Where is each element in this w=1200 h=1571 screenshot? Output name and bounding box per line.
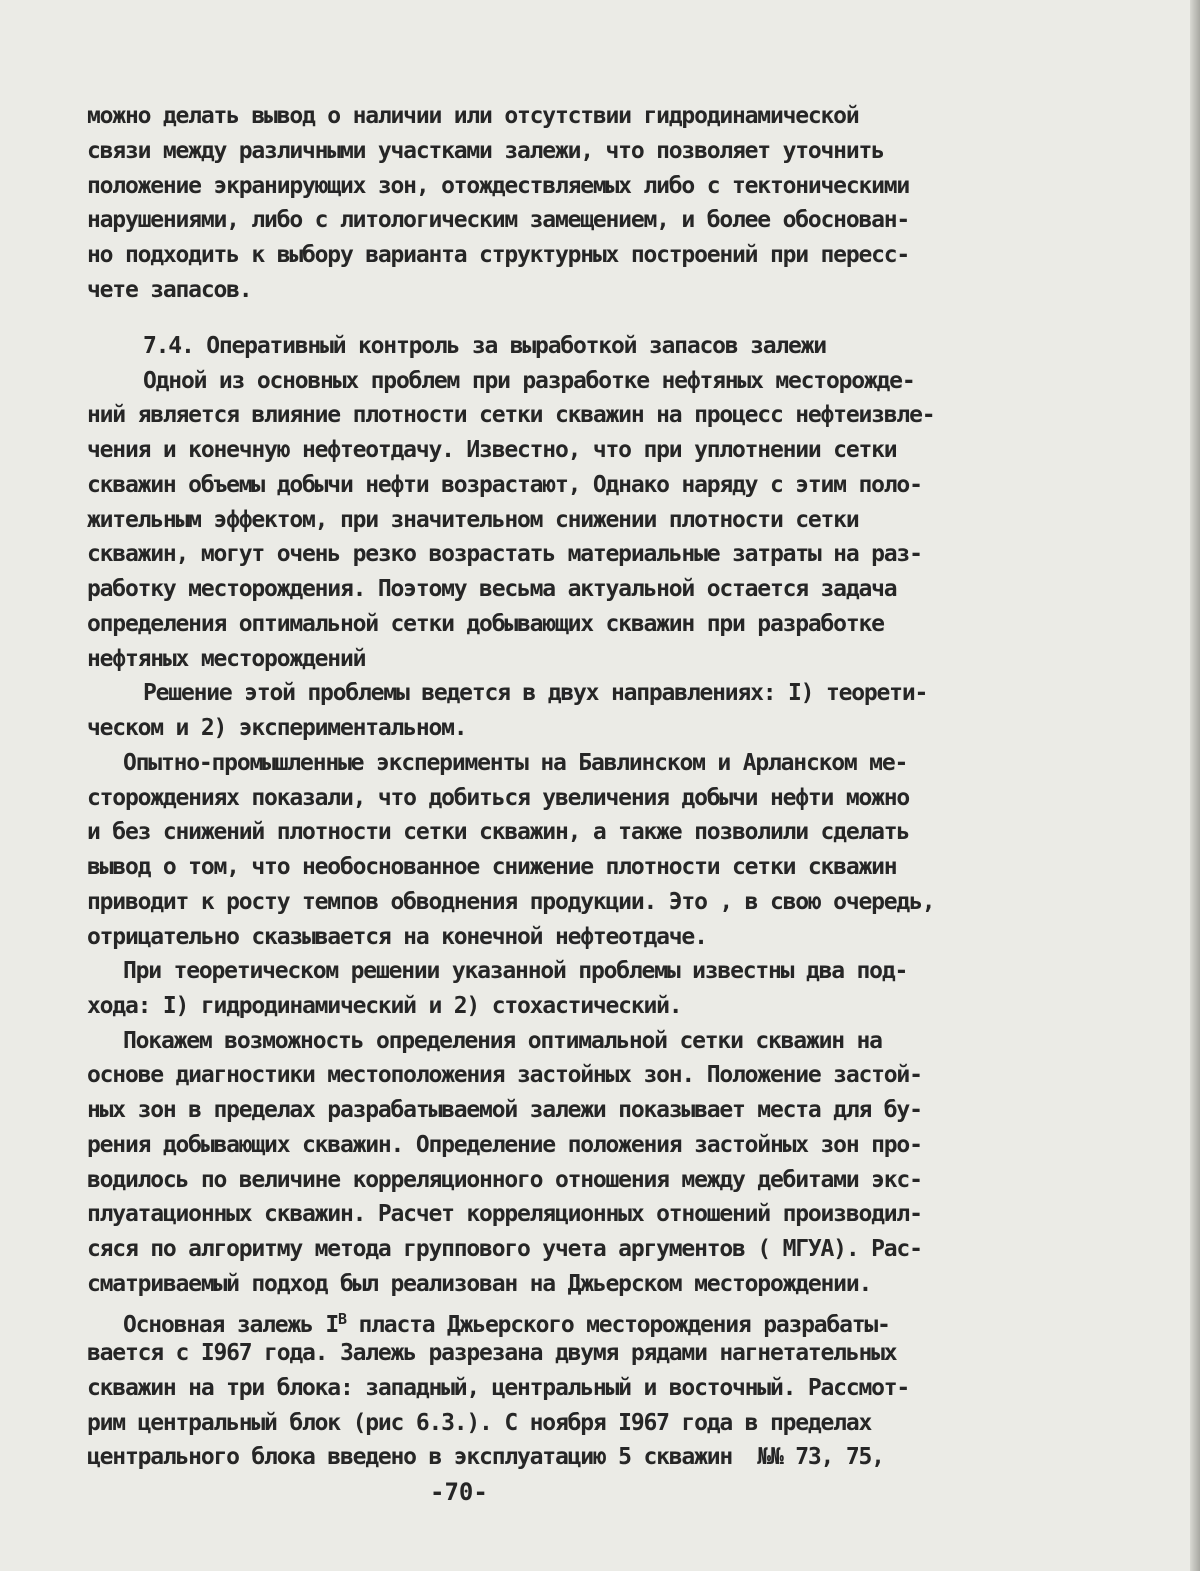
text-line: Одной из основных проблем при разработке нефтяных месторожде- xyxy=(143,368,915,394)
text-line: скважин объемы добычи нефти возрастают, Однако наряду с этим поло- xyxy=(87,472,922,498)
text-line: Решение этой проблемы ведется в двух направлениях: I) теорети- xyxy=(143,680,928,706)
text-line: ческом и 2) экспериментальном. xyxy=(87,715,467,741)
text-line: вывод о том, что необоснованное снижение плотности сетки скважин xyxy=(87,854,897,880)
text-line: сматриваемый подход был реализован на Джьерском месторождении. xyxy=(87,1271,872,1297)
text-line: связи между различными участками залежи, что позволяет уточнить xyxy=(87,138,884,164)
text-segment: пласта Джьерского месторождения разрабаты- xyxy=(345,1312,890,1338)
text-line: ных зон в пределах разрабатываемой залежи показывает места для бу- xyxy=(87,1097,922,1123)
text-line: рим центральный блок (рис 6.3.). С ноября I967 года в пределах xyxy=(87,1410,872,1436)
text-line: отрицательно сказывается на конечной нефтеотдаче. xyxy=(87,924,707,950)
text-line: нарушениями, либо с литологическим замещением, и более обоснован- xyxy=(87,207,910,233)
text-line: При теоретическом решении указанной проблемы известны два под- xyxy=(123,958,908,984)
text-line: определения оптимальной сетки добывающих скважин при разработке xyxy=(87,611,884,637)
text-line: сяся по алгоритму метода группового учета аргументов ( МГУА). Рас- xyxy=(87,1236,922,1262)
text-line: жительным эффектом, при значительном снижении плотности сетки xyxy=(87,507,859,533)
text-line: вается с I967 года. Залежь разрезана двумя рядами нагнетательных xyxy=(87,1340,897,1366)
text-line: чения и конечную нефтеотдачу. Известно, что при уплотнении сетки xyxy=(87,437,897,463)
text-line: работку месторождения. Поэтому весьма актуальной остается задача xyxy=(87,576,897,602)
text-line: и без снижений плотности сетки скважин, а также позволили сделать xyxy=(87,819,910,845)
text-line: но подходить к выбору варианта структурных построений при пересс- xyxy=(87,242,910,268)
text-line: скважин на три блока: западный, центральный и восточный. Рассмот- xyxy=(87,1375,910,1401)
text-line: сторождениях показали, что добиться увеличения добычи нефти можно xyxy=(87,785,910,811)
text-line: основе диагностики местоположения застойных зон. Положение застой- xyxy=(87,1062,922,1088)
text-line: приводит к росту темпов обводнения продукции. Это , в свою очередь, xyxy=(87,889,935,915)
text-line: плуатационных скважин. Расчет корреляционных отношений производил- xyxy=(87,1201,922,1227)
text-line: хода: I) гидродинамический и 2) стохастический. xyxy=(87,993,682,1019)
text-line: центрального блока введено в эксплуатацию 5 скважин №№ 73, 75, xyxy=(87,1444,884,1470)
superscript: В xyxy=(338,1310,346,1328)
text-line: Покажем возможность определения оптимальной сетки скважин на xyxy=(123,1028,882,1054)
text-segment: Основная залежь I xyxy=(123,1312,339,1338)
text-line xyxy=(123,1304,890,1338)
text-line: можно делать вывод о наличии или отсутствии гидродинамической xyxy=(87,103,859,129)
text-line: рения добывающих скважин. Определение положения застойных зон про- xyxy=(87,1132,922,1158)
text-line: водилось по величине корреляционного отношения между дебитами экс- xyxy=(87,1167,922,1193)
text-line: Опытно-промышленные эксперименты на Бавлинском и Арланском ме- xyxy=(123,750,908,776)
text-line: ний является влияние плотности сетки скважин на процесс нефтеизвле- xyxy=(87,402,935,428)
section-heading: 7.4. Оперативный контроль за выработкой запасов залежи xyxy=(143,333,826,359)
text-line: положение экранирующих зон, отождествляемых либо с тектоническими xyxy=(87,173,910,199)
text-line: нефтяных месторождений xyxy=(87,646,366,672)
page-number: -70- xyxy=(430,1478,488,1506)
text-line: чете запасов. xyxy=(87,277,252,303)
text-line: скважин, могут очень резко возрастать материальные затраты на раз- xyxy=(87,541,922,567)
